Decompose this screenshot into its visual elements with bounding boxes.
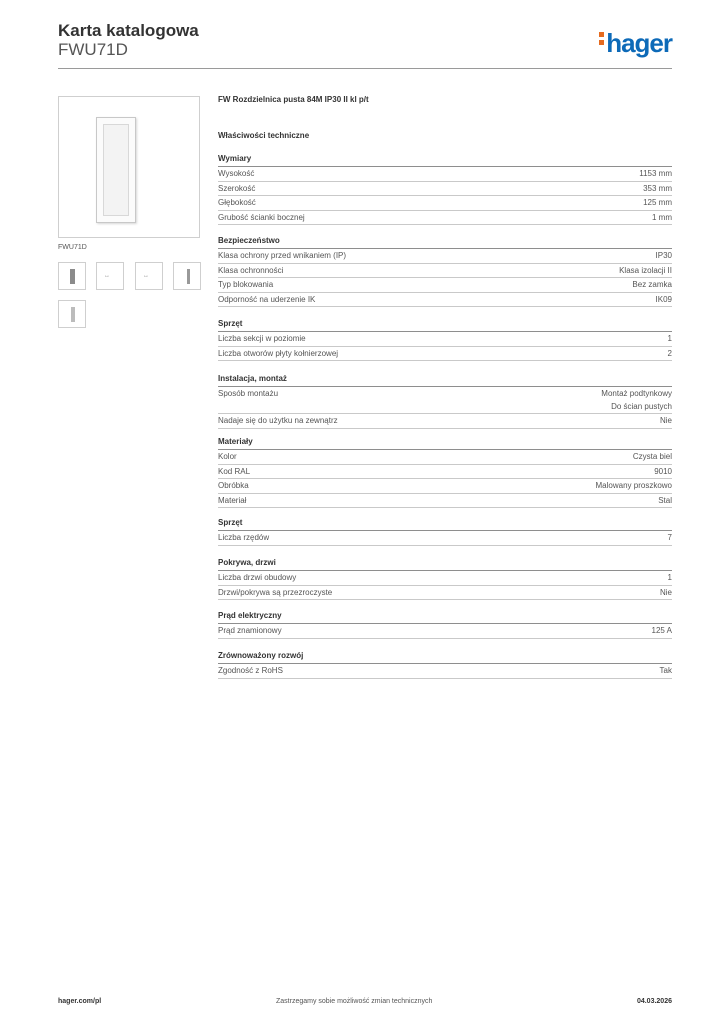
property-label: Klasa ochronności [218,265,284,275]
property-label: Zgodność z RoHS [218,666,283,675]
property-label: Kod RAL [218,466,251,476]
section-title: Materiały [218,437,672,450]
document-header [58,22,199,59]
property-section [218,518,672,546]
logo-text: hager [606,28,672,58]
property-value-line: Do ścian pustych [611,402,672,411]
property-value [660,586,672,600]
property-value [639,167,672,181]
property-row [218,494,672,509]
property-value-line: Klasa izolacji II [619,265,672,275]
property-value [660,414,672,428]
property-value-line: 7 [667,533,672,542]
property-section [218,154,672,225]
property-section [218,611,672,639]
property-value-line: Stal [658,495,672,505]
cabinet-side-icon [187,269,190,284]
property-section [218,319,672,361]
property-label: Prąd znamionowy [218,626,282,635]
property-row [218,479,672,494]
thumbnail-dimension-drawing-2[interactable] [135,262,163,290]
property-value-line: 9010 [654,466,672,476]
property-row [218,586,672,601]
property-value [656,293,672,307]
property-value-line: Malowany proszkowo [595,481,672,490]
section-title: Sprzęt [218,518,672,531]
distribution-board-icon [96,117,136,223]
property-value-line: 1153 mm [639,169,672,178]
property-label: Szerokość [218,183,256,193]
property-value [633,450,672,464]
footer-date: 04.03.2026 [636,998,672,1005]
property-row [218,347,672,362]
property-label: Liczba otworów płyty kołnierzowej [218,348,339,358]
hager-logo [599,28,672,59]
property-row [218,249,672,264]
property-row [218,465,672,480]
property-label: Odporność na uderzenie IK [218,294,316,304]
property-section [218,374,672,429]
property-value [619,264,672,278]
property-row [218,264,672,279]
property-value-line: 125 A [651,626,672,635]
property-label: Liczba sekcji w poziomie [218,334,306,343]
property-label: Materiał [218,495,247,505]
property-section [218,651,672,679]
property-value-line: Nie [659,416,672,425]
property-row [218,167,672,182]
section-title: Sprzęt [218,319,672,332]
property-label: Typ blokowania [218,280,274,289]
property-value [652,624,672,638]
cabinet-open-icon [71,307,75,322]
property-value [668,332,672,346]
dimension-drawing-icon: ↔ [104,273,110,279]
property-row [218,414,672,429]
property-value-line: Tak [659,666,672,675]
property-value [656,249,672,263]
property-row [218,211,672,226]
property-value [632,278,672,292]
property-value [668,347,672,361]
property-row [218,182,672,197]
property-label: Kolor [218,452,237,461]
property-value [601,387,672,413]
property-label: Grubość ścianki bocznej [218,212,305,222]
section-title: Wymiary [218,154,672,167]
property-value [668,571,672,585]
property-row [218,387,672,414]
property-label: Klasa ochrony przed wnikaniem (IP) [218,251,347,260]
dimension-drawing-icon: ↔ [143,273,149,279]
property-value [658,494,672,508]
section-title: Zrównoważony rozwój [218,651,672,664]
property-row [218,571,672,586]
property-value-line: Bez zamka [632,280,672,289]
property-label: Obróbka [218,481,249,490]
section-title: Bezpieczeństwo [218,236,672,249]
footer-website-link[interactable]: hager.com/pl [58,998,102,1005]
product-code: FWU71D [58,40,128,59]
property-row [218,664,672,679]
cabinet-icon [70,269,75,284]
property-value-line: 1 [667,573,672,582]
property-value-line: 2 [667,348,672,358]
section-title: Pokrywa, drzwi [218,558,672,571]
property-row [218,196,672,211]
property-value [660,664,672,678]
property-label: Liczba drzwi obudowy [218,573,297,582]
product-title: FW Rozdzielnica pusta 84M IP30 II kl p/t [218,95,369,104]
property-row [218,332,672,347]
property-value [652,211,672,225]
thumbnail-front-view[interactable] [58,262,86,290]
thumbnail-side-view[interactable] [173,262,201,290]
thumbnail-dimension-drawing-1[interactable] [96,262,124,290]
footer-disclaimer: Zastrzegamy sobie możliwość zmian technicznych [276,998,433,1005]
property-value [643,182,672,196]
property-value-line: 1 mm [652,212,672,222]
property-row [218,624,672,639]
property-value-line: Montaż podtynkowy [601,389,672,398]
technical-properties-heading: Właściwości techniczne [218,131,310,140]
property-label: Liczba rzędów [218,533,270,542]
document-title: Karta katalogowa [58,21,199,40]
property-value-line: 125 mm [643,198,672,207]
property-section [218,437,672,508]
property-value-line: Czysta biel [632,452,672,461]
header-divider [58,68,672,69]
main-product-image[interactable] [58,96,200,238]
property-section [218,558,672,600]
property-label: Głębokość [218,198,256,207]
property-row [218,450,672,465]
property-row [218,293,672,308]
logo-mark-icon [599,32,604,48]
property-row [218,278,672,293]
property-value-line: 353 mm [643,183,672,193]
property-value [668,531,672,545]
property-value-line: IK09 [655,294,672,304]
thumbnail-open-view[interactable] [58,300,86,328]
property-value-line: 1 [667,334,672,343]
property-row [218,531,672,546]
property-label: Drzwi/pokrywa są przezroczyste [218,587,333,597]
section-title: Prąd elektryczny [218,611,672,624]
property-value [643,196,672,210]
property-section [218,236,672,307]
property-value [654,465,672,479]
property-value [596,479,672,493]
section-title: Instalacja, montaż [218,374,672,387]
property-label: Sposób montażu [218,389,279,398]
property-label: Nadaje się do użytku na zewnątrz [218,416,338,425]
property-label: Wysokość [218,169,255,178]
property-value-line: IP30 [655,251,672,260]
property-value-line: Nie [659,587,672,597]
image-caption: FWU71D [58,244,87,251]
